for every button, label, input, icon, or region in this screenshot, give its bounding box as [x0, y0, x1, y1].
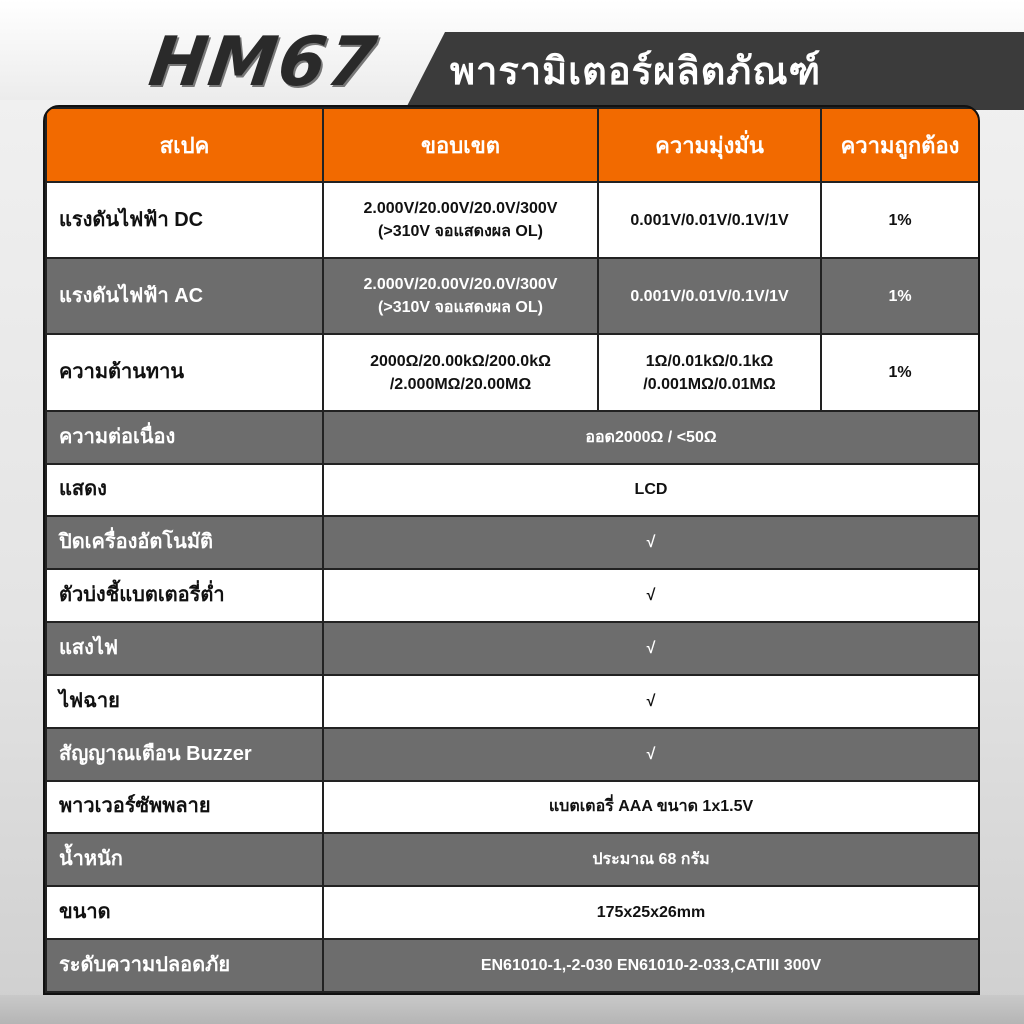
range-line: 2000Ω/20.00kΩ/200.0kΩ: [370, 352, 551, 370]
checkmark-cell: √: [323, 569, 979, 622]
row-label: แรงดันไฟฟ้า DC: [46, 182, 323, 258]
table-row: [46, 781, 979, 834]
header-range: ขอบเขต: [323, 108, 598, 182]
header-resolution: ความมุ่งมั่น: [598, 108, 821, 182]
table-row: [46, 939, 979, 992]
row-label: ความต่อเนื่อง: [46, 411, 323, 464]
range-line: (>310V จอแสดงผล OL): [378, 299, 543, 317]
range-line: (>310V จอแสดงผล OL): [378, 223, 543, 241]
table-row: [46, 569, 979, 622]
checkmark-cell: √: [323, 516, 979, 569]
row-label: สัญญาณเตือน Buzzer: [46, 728, 323, 781]
table-row: [46, 728, 979, 781]
value-cell: แบตเตอรี่ AAA ขนาด 1x1.5V: [323, 781, 979, 834]
range-cell: [323, 334, 598, 410]
row-label: ขนาด: [46, 886, 323, 939]
range-cell: [323, 182, 598, 258]
row-label: แสดง: [46, 464, 323, 517]
accuracy-cell: 1%: [821, 258, 979, 334]
header-accuracy: ความถูกต้อง: [821, 108, 979, 182]
row-label: ความต้านทาน: [46, 334, 323, 410]
table-row: [46, 258, 979, 334]
model-logo: HM67: [144, 23, 383, 102]
table-header-row: [46, 108, 979, 182]
spec-table-container: [43, 105, 980, 995]
resolution-cell: [598, 334, 821, 410]
table-row: [46, 833, 979, 886]
resolution-line: 0.001V/0.01V/0.1V/1V: [630, 287, 789, 305]
range-cell: [323, 258, 598, 334]
row-label: ระดับความปลอดภัย: [46, 939, 323, 992]
row-label: แสงไฟ: [46, 622, 323, 675]
table-row: [46, 516, 979, 569]
range-line: 2.000V/20.00V/20.0V/300V: [363, 200, 558, 218]
accuracy-cell: 1%: [821, 334, 979, 410]
range-line: 2.000V/20.00V/20.0V/300V: [363, 276, 558, 294]
resolution-cell: [598, 182, 821, 258]
page-title: พารามิเตอร์ผลิตภัณฑ์: [450, 51, 822, 93]
value-cell: ประมาณ 68 กรัม: [323, 833, 979, 886]
row-label: ปิดเครื่องอัตโนมัติ: [46, 516, 323, 569]
resolution-line: 1Ω/0.01kΩ/0.1kΩ: [645, 352, 774, 370]
row-label: แรงดันไฟฟ้า AC: [46, 258, 323, 334]
table-row: [46, 182, 979, 258]
table-row: [46, 675, 979, 728]
table-row: [46, 334, 979, 410]
accuracy-cell: 1%: [821, 182, 979, 258]
table-row: [46, 622, 979, 675]
checkmark-cell: √: [323, 675, 979, 728]
table-row: [46, 464, 979, 517]
header-spec: สเปค: [46, 108, 323, 182]
row-label: ไฟฉาย: [46, 675, 323, 728]
table-row: [46, 411, 979, 464]
resolution-line: /0.001MΩ/0.01MΩ: [643, 375, 776, 393]
range-line: /2.000MΩ/20.00MΩ: [389, 375, 532, 393]
table-row: [46, 886, 979, 939]
row-label: น้ำหนัก: [46, 833, 323, 886]
value-cell: ออด2000Ω / <50Ω: [323, 411, 979, 464]
row-label: ตัวบ่งชี้แบตเตอรี่ต่ำ: [46, 569, 323, 622]
checkmark-cell: √: [323, 622, 979, 675]
value-cell: 175x25x26mm: [323, 886, 979, 939]
value-cell: EN61010-1,-2-030 EN61010-2-033,CATIII 300V: [323, 939, 979, 992]
value-cell: LCD: [323, 464, 979, 517]
checkmark-cell: √: [323, 728, 979, 781]
row-label: พาวเวอร์ซัพพลาย: [46, 781, 323, 834]
resolution-cell: [598, 258, 821, 334]
spec-table: [45, 107, 980, 993]
bottom-strip: [0, 995, 1024, 1024]
resolution-line: 0.001V/0.01V/0.1V/1V: [630, 211, 789, 229]
